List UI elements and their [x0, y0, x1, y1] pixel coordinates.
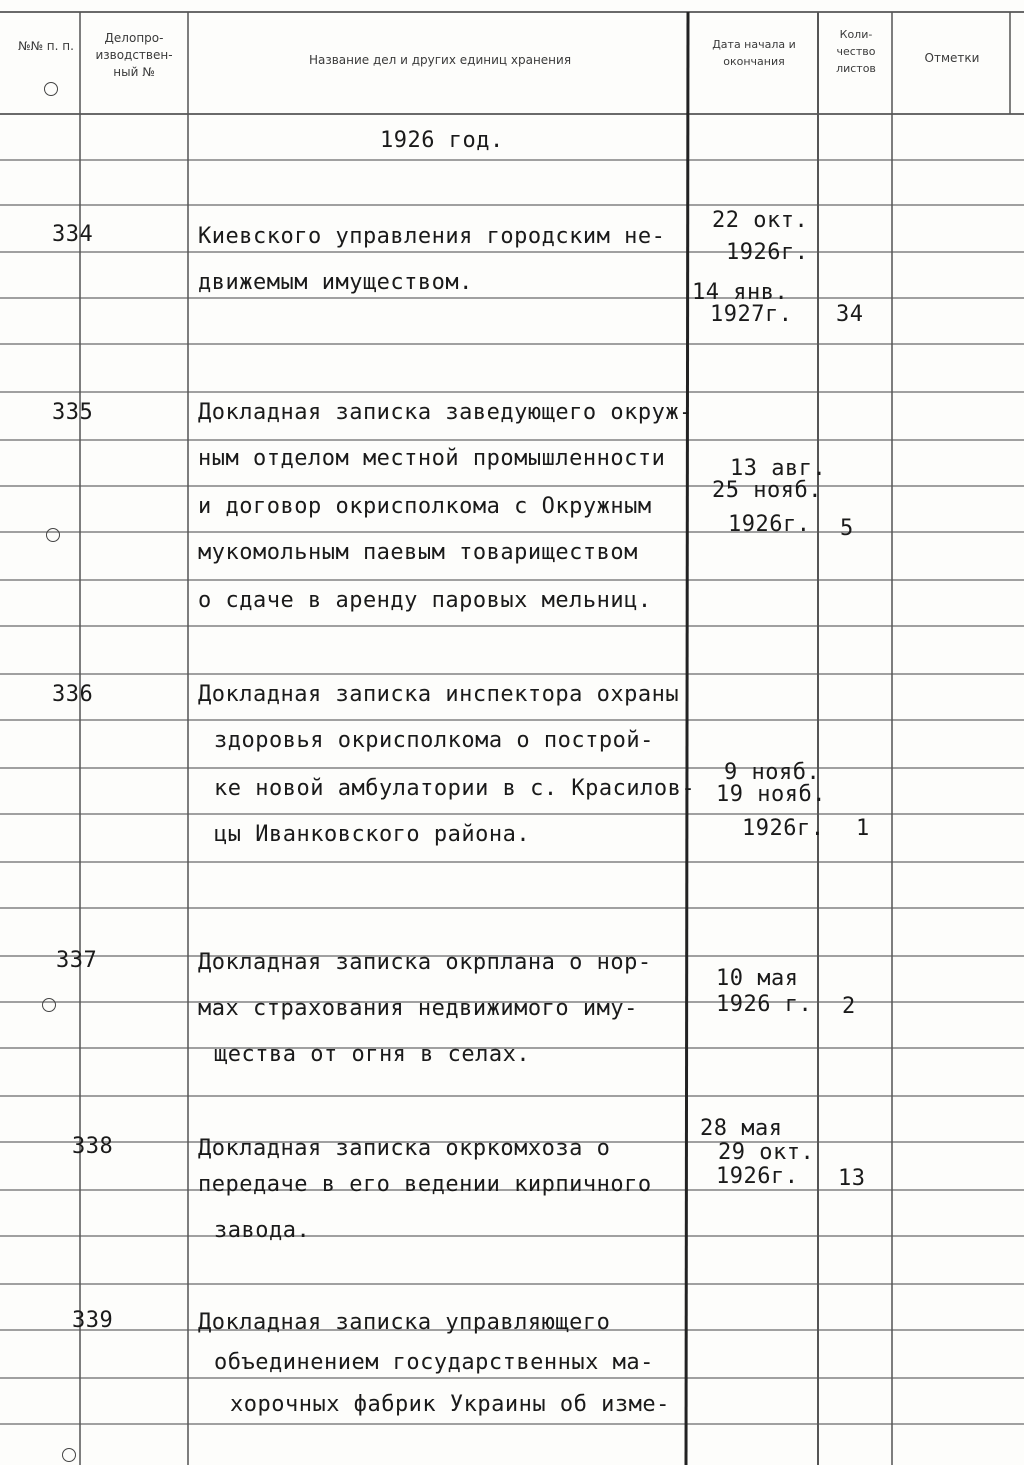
entry-date: 1926г.: [728, 512, 811, 537]
entry-title-line: о сдаче в аренду паровых мельниц.: [198, 588, 652, 613]
entry-date: 1926г.: [726, 240, 809, 265]
entry-title-line: Докладная записка управляющего: [198, 1310, 611, 1335]
entry-title-line: хорочных фабрик Украины об изме-: [230, 1392, 670, 1417]
entry-sheets: 2: [842, 994, 856, 1019]
entry-title-line: щества от огня в селах.: [214, 1042, 531, 1067]
entry-date: 22 окт.: [712, 208, 809, 233]
entry-title-line: объединением государственных ма-: [214, 1350, 654, 1375]
header-col-office-no: Делопро-изводствен-ный №: [95, 31, 173, 79]
entry-number: 336: [52, 682, 94, 707]
entry-sheets: 34: [836, 302, 864, 327]
header-col-title: Название дел и других единиц хранения: [308, 53, 572, 67]
entry-date: 14 янв.: [692, 280, 789, 305]
entry-date: 1927г.: [710, 302, 793, 327]
year-heading: 1926 год.: [380, 128, 504, 153]
punch-hole: [62, 1448, 76, 1462]
entry-title-line: завода.: [214, 1218, 311, 1243]
header-col-notes: Отметки: [924, 51, 980, 65]
entry-date: 19 нояб.: [716, 782, 826, 807]
entry-title-line: ным отделом местной промышленности: [198, 446, 666, 471]
punch-hole: [46, 528, 60, 542]
punch-hole: [42, 998, 56, 1012]
entry-sheets: 5: [840, 516, 854, 541]
entry-date: 1926г.: [716, 1164, 799, 1189]
entry-number: 339: [72, 1308, 114, 1333]
entry-date: 29 окт.: [718, 1140, 815, 1165]
entry-date: 10 мая: [716, 966, 799, 991]
entry-title-line: Докладная записка окркомхоза о: [198, 1136, 611, 1161]
entry-sheets: 1: [856, 816, 870, 841]
entry-number: 337: [56, 948, 98, 973]
entry-title-line: мах страхования недвижимого иму-: [198, 996, 638, 1021]
entry-title-line: цы Иванковского района.: [214, 822, 531, 847]
entry-title-line: и договор окрисполкома с Окружным: [198, 494, 652, 519]
entry-title-line: ке новой амбулатории в с. Красилов-: [214, 776, 696, 801]
entry-title-line: передаче в его ведении кирпичного: [198, 1172, 652, 1197]
entry-title-line: здоровья окрисполкома о построй-: [214, 728, 654, 753]
entry-title-line: движемым имуществом.: [198, 270, 473, 295]
entry-number: 334: [52, 222, 94, 247]
header-col-dates: Дата начала и окончания: [712, 38, 796, 68]
entry-sheets: 13: [838, 1166, 866, 1191]
header-col-sheets: Коли-чество листов: [836, 28, 876, 75]
entry-date: 28 мая: [700, 1116, 783, 1141]
entry-date: 13 авг.: [730, 456, 827, 481]
punch-hole: [44, 82, 58, 96]
entry-title-line: мукомольным паевым товариществом: [198, 540, 638, 565]
entry-date: 1926 г.: [716, 992, 813, 1017]
entry-date: 9 нояб.: [724, 760, 821, 785]
entry-title-line: Докладная записка заведующего окруж-: [198, 400, 693, 425]
header-col-no: №№ п. п.: [18, 39, 74, 53]
entry-title-line: Киевского управления городским не-: [198, 224, 666, 249]
entry-title-line: Докладная записка инспектора охраны: [198, 682, 680, 707]
entry-title-line: Докладная записка окрплана о нор-: [198, 950, 652, 975]
entry-number: 338: [72, 1134, 114, 1159]
entry-number: 335: [52, 400, 94, 425]
entry-date: 25 нояб.: [712, 478, 822, 503]
entry-date: 1926г.: [742, 816, 825, 841]
